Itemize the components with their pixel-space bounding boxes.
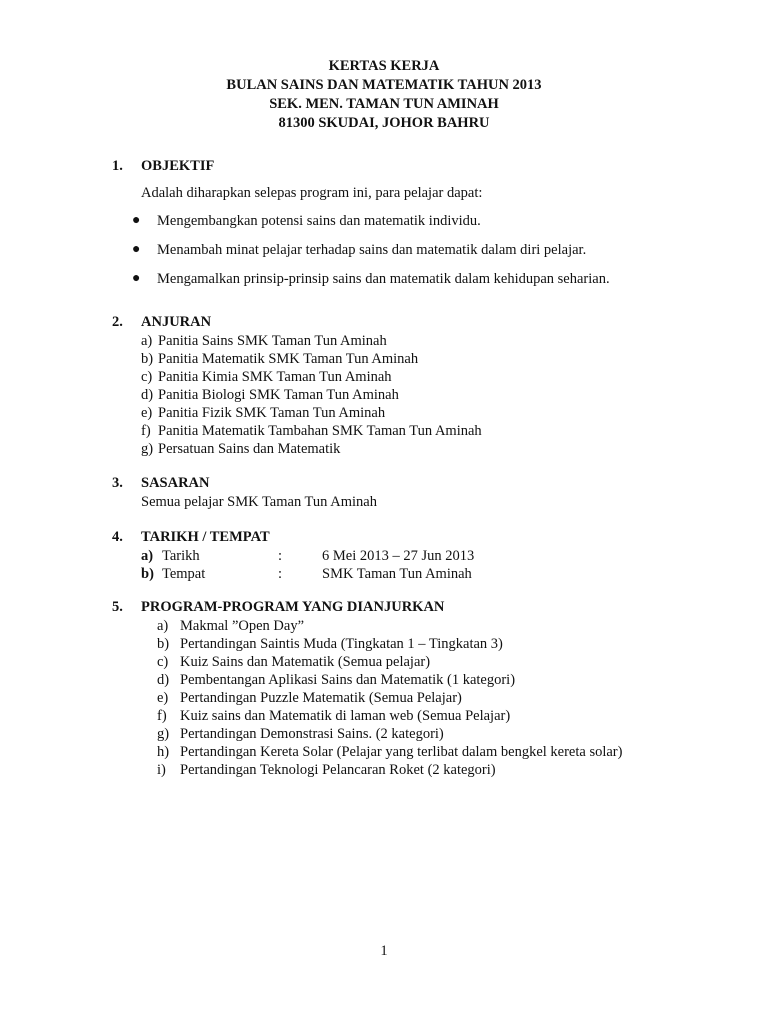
item-text: Panitia Matematik SMK Taman Tun Aminah [158, 351, 419, 367]
header-title: KERTAS KERJA [328, 58, 440, 74]
item-text: Panitia Kimia SMK Taman Tun Aminah [158, 369, 392, 385]
list-item [141, 386, 482, 404]
list-item [157, 743, 622, 761]
bullet-text: Menambah minat pelajar terhadap sains dan matematik dalam diri pelajar. [157, 242, 587, 258]
bullet-icon: ● [132, 242, 141, 257]
item-text: Makmal ”Open Day” [180, 618, 305, 634]
item-marker: a) [141, 548, 154, 564]
item-text: Persatuan Sains dan Matematik [158, 441, 341, 457]
list-item [132, 270, 610, 299]
item-text: Pembentangan Aplikasi Sains dan Matematik (1 kategori) [180, 672, 516, 688]
item-marker: f) [141, 423, 151, 439]
tarikh-row [141, 547, 641, 565]
item-text: Kuiz Sains dan Matematik (Semua pelajar) [180, 654, 431, 670]
program-list [157, 617, 622, 779]
section-tarikh-tempat [112, 528, 732, 582]
section-title: SASARAN [141, 475, 210, 491]
list-item [157, 725, 622, 743]
item-text: Pertandingan Saintis Muda (Tingkatan 1 – Tingkatan 3) [180, 636, 503, 652]
item-marker: e) [141, 405, 153, 421]
list-item [132, 241, 610, 270]
item-text: Panitia Matematik Tambahan SMK Taman Tun Aminah [158, 423, 482, 439]
section-program [112, 598, 732, 778]
section-heading [112, 157, 732, 175]
row-value: SMK Taman Tun Aminah [322, 566, 472, 582]
section-number: 4. [112, 529, 123, 545]
row-label: Tempat [162, 566, 206, 582]
item-text: Panitia Biologi SMK Taman Tun Aminah [158, 387, 399, 403]
list-item [141, 350, 482, 368]
item-text: Pertandingan Teknologi Pelancaran Roket (2 kategori) [180, 762, 496, 778]
list-item [141, 332, 482, 350]
sasaran-text: Semua pelajar SMK Taman Tun Aminah [141, 494, 377, 510]
list-item [157, 707, 622, 725]
list-item [157, 653, 622, 671]
list-item [157, 761, 622, 779]
row-colon: : [278, 566, 283, 582]
list-item [141, 422, 482, 440]
section-number: 2. [112, 314, 123, 330]
item-marker: i) [157, 762, 166, 778]
section-heading [112, 598, 732, 616]
list-item [141, 404, 482, 422]
list-item [157, 671, 622, 689]
item-marker: g) [157, 726, 170, 742]
tempat-row [141, 565, 641, 583]
row-label: Tarikh [162, 548, 200, 564]
section-heading [112, 313, 732, 331]
item-text: Panitia Sains SMK Taman Tun Aminah [158, 333, 387, 349]
item-marker: c) [157, 654, 169, 670]
list-item [157, 617, 622, 635]
anjuran-list [141, 332, 482, 458]
page-number: 1 [380, 943, 388, 959]
item-marker: c) [141, 369, 153, 385]
item-marker: b) [157, 636, 170, 652]
bullet-icon: ● [132, 271, 141, 286]
bullet-text: Mengembangkan potensi sains dan matematik individu. [157, 213, 481, 229]
section-number: 3. [112, 475, 123, 491]
item-text: Pertandingan Kereta Solar (Pelajar yang terlibat dalam bengkel kereta solar) [180, 744, 623, 760]
header-address: 81300 SKUDAI, JOHOR BAHRU [278, 115, 490, 131]
item-marker: h) [157, 744, 170, 760]
row-colon: : [278, 548, 283, 564]
item-marker: d) [141, 387, 154, 403]
section-number: 1. [112, 158, 123, 174]
section-title: ANJURAN [141, 314, 212, 330]
section-title: PROGRAM-PROGRAM YANG DIANJURKAN [141, 599, 445, 615]
list-item [157, 689, 622, 707]
section-heading [112, 528, 732, 546]
document-header [0, 57, 768, 133]
objektif-bullet-list [132, 212, 610, 299]
item-marker: d) [157, 672, 170, 688]
section-heading [112, 474, 732, 492]
section-title: OBJEKTIF [141, 158, 215, 174]
item-marker: f) [157, 708, 167, 724]
row-value: 6 Mei 2013 – 27 Jun 2013 [322, 548, 475, 564]
item-text: Pertandingan Demonstrasi Sains. (2 kategori) [180, 726, 444, 742]
item-marker: e) [157, 690, 169, 706]
section-sasaran [112, 474, 732, 510]
list-item [141, 368, 482, 386]
item-marker: b) [141, 566, 154, 582]
bullet-icon: ● [132, 213, 141, 228]
section-objektif [112, 157, 732, 287]
item-marker: a) [141, 333, 153, 349]
section-number: 5. [112, 599, 123, 615]
list-item [157, 635, 622, 653]
list-item [132, 212, 610, 241]
header-school: SEK. MEN. TAMAN TUN AMINAH [269, 96, 499, 112]
item-text: Pertandingan Puzzle Matematik (Semua Pelajar) [180, 690, 462, 706]
bullet-text: Mengamalkan prinsip-prinsip sains dan matematik dalam kehidupan seharian. [157, 271, 610, 287]
section-anjuran [112, 313, 732, 457]
item-marker: b) [141, 351, 154, 367]
item-marker: a) [157, 618, 169, 634]
item-text: Kuiz sains dan Matematik di laman web (Semua Pelajar) [180, 708, 511, 724]
objektif-intro: Adalah diharapkan selepas program ini, para pelajar dapat: [141, 185, 483, 201]
header-event: BULAN SAINS DAN MATEMATIK TAHUN 2013 [226, 77, 542, 93]
list-item [141, 440, 482, 458]
section-title: TARIKH / TEMPAT [141, 529, 270, 545]
item-marker: g) [141, 441, 154, 457]
item-text: Panitia Fizik SMK Taman Tun Aminah [158, 405, 386, 421]
